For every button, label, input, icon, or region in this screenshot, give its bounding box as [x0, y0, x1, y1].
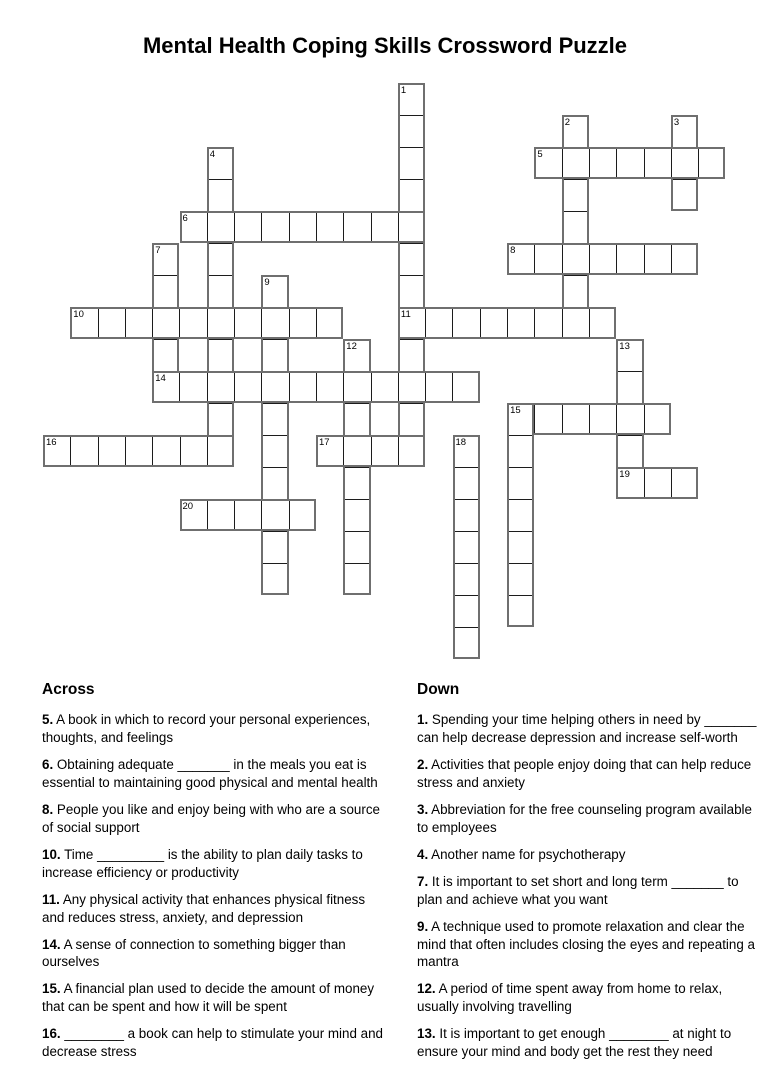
- cell-divider: [398, 213, 399, 241]
- cell-divider: [263, 563, 286, 564]
- cell-divider: [616, 405, 617, 433]
- clue-text: Spending your time helping others in need by _______ can help decrease depression and increase self-worth: [417, 712, 757, 745]
- cell-divider: [263, 339, 286, 340]
- cell-divider: [425, 309, 426, 337]
- cell-number: 18: [455, 437, 467, 448]
- cell-number: 20: [182, 501, 194, 512]
- cell-number: 5: [537, 149, 543, 160]
- cell-divider: [371, 213, 372, 241]
- cell-divider: [343, 213, 344, 241]
- cell-divider: [400, 179, 423, 180]
- cell-number: 12: [346, 341, 357, 352]
- cell-divider: [179, 309, 180, 337]
- cell-divider: [70, 437, 71, 465]
- cell-divider: [371, 373, 372, 401]
- cell-number: 15: [510, 405, 521, 416]
- cell-divider: [207, 437, 208, 465]
- cell-divider: [534, 245, 535, 273]
- cell-divider: [125, 309, 126, 337]
- cell-divider: [509, 499, 532, 500]
- cell-divider: [345, 403, 368, 404]
- clue-text: Obtaining adequate _______ in the meals you eat is essential to maintaining good physical and mental health: [42, 756, 378, 790]
- clue-item: [42, 756, 384, 792]
- cell-divider: [371, 437, 372, 465]
- word-18-down[interactable]: [453, 435, 480, 659]
- clue-number: 1.: [417, 712, 429, 727]
- cell-divider: [234, 501, 235, 529]
- cell-divider: [263, 435, 286, 436]
- cell-divider: [589, 309, 590, 337]
- cell-divider: [209, 179, 232, 180]
- cell-divider: [534, 309, 535, 337]
- cell-number: 14: [155, 373, 166, 384]
- cell-divider: [400, 275, 423, 276]
- clue-text: A sense of connection to something bigger than ourselves: [42, 936, 346, 970]
- cell-divider: [671, 469, 672, 497]
- cell-number: 8: [510, 245, 516, 256]
- cell-divider: [125, 437, 126, 465]
- clue-text: Time _________ is the ability to plan daily tasks to increase efficiency or productivity: [42, 846, 363, 880]
- cell-divider: [644, 149, 645, 177]
- cell-number: 13: [619, 341, 630, 352]
- clue-text: It is important to set short and long term _______ to plan and achieve what you want: [417, 873, 739, 907]
- cell-divider: [589, 149, 590, 177]
- word-17-across[interactable]: [316, 435, 425, 467]
- cell-divider: [289, 501, 290, 529]
- cell-divider: [152, 437, 153, 465]
- cell-divider: [207, 213, 208, 241]
- cell-divider: [616, 149, 617, 177]
- word-20-across[interactable]: [180, 499, 317, 531]
- page-title: Mental Health Coping Skills Crossword Puzzle: [142, 33, 628, 58]
- clue-item: [42, 980, 384, 1016]
- cell-divider: [154, 339, 177, 340]
- cell-divider: [316, 213, 317, 241]
- cell-number: 10: [73, 309, 84, 320]
- clue-number: 5.: [42, 712, 54, 727]
- word-10-across[interactable]: [70, 307, 343, 339]
- cell-divider: [564, 211, 587, 212]
- cell-divider: [98, 437, 99, 465]
- cell-divider: [455, 499, 478, 500]
- clue-number: 13.: [417, 1026, 436, 1042]
- cell-divider: [509, 435, 532, 436]
- cell-divider: [98, 309, 99, 337]
- cell-divider: [261, 501, 262, 529]
- cell-divider: [180, 437, 181, 465]
- cell-number: 6: [182, 213, 188, 224]
- down-clues-section: [417, 681, 762, 1070]
- cell-divider: [152, 309, 153, 337]
- word-11-across[interactable]: [398, 307, 616, 339]
- cell-divider: [452, 309, 453, 337]
- cell-divider: [509, 595, 532, 596]
- cell-divider: [589, 405, 590, 433]
- cell-divider: [289, 309, 290, 337]
- cell-divider: [263, 403, 286, 404]
- clue-number: 10.: [42, 846, 61, 862]
- clue-text: It is important to get enough ________ at night to ensure your mind and body get the rest they need: [417, 1026, 732, 1060]
- cell-divider: [673, 179, 696, 180]
- clue-item: [417, 756, 762, 792]
- cell-divider: [154, 275, 177, 276]
- cell-divider: [509, 531, 532, 532]
- cell-divider: [261, 373, 262, 401]
- cell-divider: [209, 243, 232, 244]
- clue-number: 8.: [42, 801, 54, 817]
- cell-number: 4: [209, 149, 216, 160]
- cell-divider: [644, 245, 645, 273]
- cell-divider: [289, 373, 290, 401]
- clue-number: 7.: [417, 873, 429, 889]
- clue-number: 11.: [42, 891, 60, 907]
- cell-divider: [207, 501, 208, 529]
- cell-divider: [234, 373, 235, 401]
- cell-divider: [179, 373, 180, 401]
- clue-item: [417, 846, 762, 864]
- cell-number: 1: [400, 85, 407, 96]
- cell-divider: [207, 373, 208, 401]
- cell-divider: [455, 467, 478, 468]
- clue-number: 12.: [417, 981, 436, 997]
- cell-divider: [207, 309, 208, 337]
- cell-divider: [289, 213, 290, 241]
- cell-divider: [644, 405, 645, 433]
- cell-divider: [400, 403, 423, 404]
- clue-number: 3.: [417, 801, 429, 817]
- clue-item: [42, 801, 384, 837]
- down-heading: Down: [417, 681, 460, 698]
- cell-divider: [509, 467, 532, 468]
- cell-number: 7: [155, 245, 161, 256]
- cell-divider: [425, 373, 426, 401]
- cell-number: 3: [673, 117, 680, 128]
- clue-text: ________ a book can help to stimulate your mind and decrease stress: [42, 1026, 383, 1060]
- cell-divider: [618, 371, 641, 372]
- cell-divider: [562, 149, 563, 177]
- cell-divider: [343, 373, 344, 401]
- cell-divider: [398, 373, 399, 401]
- word-19-across[interactable]: [616, 467, 698, 499]
- cell-divider: [455, 563, 478, 564]
- cell-divider: [345, 467, 368, 468]
- cell-divider: [400, 339, 423, 340]
- cell-divider: [671, 245, 672, 273]
- clue-item: [417, 918, 762, 972]
- cell-divider: [671, 149, 672, 177]
- cell-divider: [562, 309, 563, 337]
- cell-divider: [209, 339, 232, 340]
- clue-text: Any physical activity that enhances physical fitness and reduces stress, anxiety, and depression: [42, 891, 366, 925]
- cell-divider: [316, 309, 317, 337]
- cell-divider: [263, 467, 286, 468]
- cell-divider: [400, 115, 423, 116]
- word-1-down[interactable]: [398, 83, 425, 467]
- clue-text: A book in which to record your personal experiences, thoughts, and feelings: [42, 712, 371, 745]
- cell-divider: [345, 499, 368, 500]
- cell-number: 19: [619, 469, 630, 480]
- word-14-across[interactable]: [152, 371, 480, 403]
- cell-divider: [455, 627, 478, 628]
- cell-divider: [589, 245, 590, 273]
- cell-divider: [562, 405, 563, 433]
- cell-divider: [234, 309, 235, 337]
- cell-divider: [261, 213, 262, 241]
- clue-item: [417, 1025, 762, 1061]
- word-5-across[interactable]: [534, 147, 725, 179]
- cell-divider: [562, 245, 563, 273]
- cell-divider: [564, 179, 587, 180]
- down-clue-list: [417, 711, 762, 1061]
- clue-number: 9.: [417, 918, 429, 934]
- clue-number: 14.: [42, 936, 61, 952]
- cell-number: 17: [319, 437, 330, 448]
- cell-divider: [400, 243, 423, 244]
- clue-number: 16.: [42, 1026, 61, 1042]
- clue-item: [42, 1025, 384, 1061]
- cell-divider: [452, 373, 453, 401]
- clue-item: [417, 980, 762, 1016]
- cell-number: 9: [264, 277, 270, 288]
- clue-item: [42, 891, 384, 927]
- cell-divider: [345, 531, 368, 532]
- word-8-across[interactable]: [507, 243, 698, 275]
- cell-divider: [455, 531, 478, 532]
- clue-text: People you like and enjoy being with who are a source of social support: [42, 801, 380, 835]
- word-6-across[interactable]: [180, 211, 426, 243]
- clue-text: A financial plan used to decide the amount of money that can be spent and how it will be spent: [42, 981, 375, 1015]
- cell-divider: [209, 275, 232, 276]
- clue-item: [42, 936, 384, 972]
- cell-number: 16: [46, 437, 57, 448]
- cell-divider: [316, 373, 317, 401]
- cell-divider: [209, 403, 232, 404]
- cell-divider: [263, 531, 286, 532]
- clue-text: A period of time spent away from home to relax, usually involving travelling: [417, 981, 723, 1015]
- cell-divider: [261, 309, 262, 337]
- clue-number: 6.: [42, 756, 54, 772]
- clue-number: 4.: [417, 846, 429, 862]
- clue-text: Another name for psychotherapy: [428, 846, 626, 862]
- across-heading: Across: [42, 681, 95, 698]
- cell-divider: [618, 435, 641, 436]
- cell-divider: [564, 275, 587, 276]
- clue-text: A technique used to promote relaxation and clear the mind that often includes closing the eyes and repeating a mantra: [417, 918, 755, 970]
- cell-divider: [455, 595, 478, 596]
- cell-divider: [480, 309, 481, 337]
- clue-item: [417, 801, 762, 837]
- cell-divider: [616, 245, 617, 273]
- cell-divider: [507, 309, 508, 337]
- clue-item: [42, 846, 384, 882]
- clue-text: Activities that people enjoy doing that can help reduce stress and anxiety: [417, 756, 752, 790]
- cell-divider: [509, 563, 532, 564]
- cell-divider: [400, 147, 423, 148]
- word-15-down[interactable]: [507, 403, 534, 627]
- cell-divider: [345, 563, 368, 564]
- clue-number: 2.: [417, 756, 429, 772]
- clue-item: [417, 711, 762, 747]
- clue-item: [42, 711, 384, 747]
- cell-number: 2: [564, 117, 570, 128]
- clue-text: Abbreviation for the free counseling program available to employees: [417, 801, 752, 835]
- across-clues-section: [42, 681, 384, 1070]
- word-16-across[interactable]: [43, 435, 234, 467]
- cell-divider: [398, 437, 399, 465]
- cell-divider: [234, 213, 235, 241]
- clue-item: [417, 873, 762, 909]
- cell-divider: [644, 469, 645, 497]
- across-clue-list: [42, 711, 384, 1061]
- cell-divider: [534, 405, 535, 433]
- cell-number: 11: [400, 309, 411, 320]
- cell-divider: [698, 149, 699, 177]
- clue-number: 15.: [42, 981, 61, 997]
- cell-divider: [343, 437, 344, 465]
